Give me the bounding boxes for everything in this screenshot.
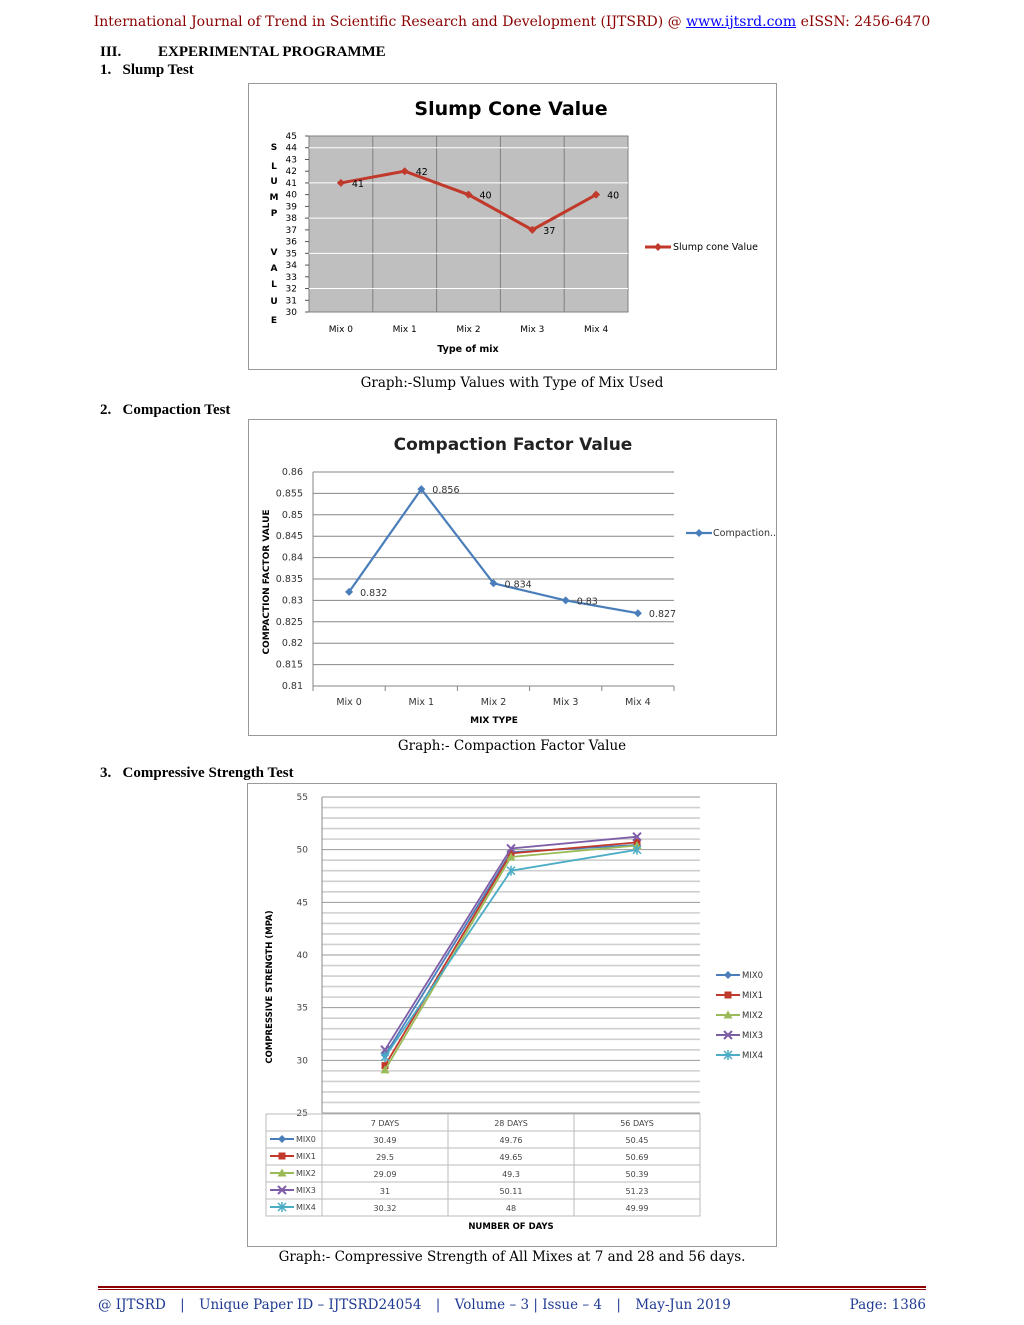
table-cell: 29.5 — [376, 1153, 394, 1162]
table-row-label: MIX4 — [296, 1203, 316, 1212]
series-line-mix1 — [385, 842, 637, 1065]
legend-label: MIX3 — [742, 1031, 764, 1041]
y-tick-label: 44 — [285, 143, 297, 154]
subsection-slump — [100, 62, 194, 79]
y-axis-label: COMPRESSIVE STRENGTH (MPA) — [265, 910, 275, 1064]
x-tick-label: Mix 4 — [625, 697, 651, 708]
header-text: International Journal of Trend in Scientific Research and Development (IJTSRD) @ — [93, 14, 687, 30]
y-tick-label: 0.855 — [275, 488, 303, 500]
data-label: 40 — [607, 190, 620, 202]
data-label: 40 — [479, 190, 492, 202]
page-footer — [98, 1297, 926, 1313]
table-legend-marker — [278, 1135, 286, 1143]
x-axis-label: MIX TYPE — [470, 716, 518, 726]
data-label: 0.834 — [504, 579, 532, 591]
subsection-number: 3. — [100, 765, 112, 781]
y-tick-label: 55 — [296, 793, 308, 803]
y-tick-label: 25 — [296, 1109, 308, 1119]
y-tick-label: 0.82 — [281, 638, 303, 650]
legend-label: MIX2 — [742, 1011, 764, 1021]
table-cell: 30.32 — [373, 1204, 397, 1213]
y-axis-label-letter: L — [271, 162, 277, 172]
journal-header — [0, 14, 1024, 30]
footer-separator: | — [180, 1297, 185, 1313]
y-tick-label: 42 — [285, 167, 297, 178]
y-axis-label-letter: A — [270, 264, 278, 274]
series-line-mix2 — [385, 846, 637, 1070]
table-row-label: MIX0 — [296, 1135, 316, 1144]
footer-journal: @ IJTSRD — [98, 1297, 166, 1313]
y-axis-label-letter: U — [270, 297, 278, 307]
y-tick-label: 50 — [296, 845, 308, 856]
y-tick-label: 37 — [285, 225, 297, 236]
table-cell: 48 — [505, 1204, 517, 1213]
subsection-compressive — [100, 765, 294, 782]
x-tick-label: Mix 4 — [584, 325, 609, 335]
y-tick-label: 0.86 — [281, 467, 303, 478]
table-legend-marker — [279, 1153, 286, 1160]
y-tick-label: 0.815 — [275, 659, 303, 671]
section-title: EXPERIMENTAL PROGRAMME — [158, 44, 386, 60]
journal-link[interactable]: www.ijtsrd.com — [686, 14, 797, 30]
data-label: 0.832 — [360, 587, 388, 599]
section-number: III. — [100, 44, 122, 60]
compaction-chart-box — [248, 419, 777, 736]
series-line-mix0 — [385, 845, 637, 1055]
subsection-title: Slump Test — [122, 62, 194, 78]
y-axis-label: COMPACTION FACTOR VALUE — [262, 509, 272, 655]
table-header: 7 DAYS — [370, 1119, 400, 1128]
y-tick-label: 35 — [296, 1003, 308, 1014]
legend-label: MIX1 — [742, 991, 764, 1001]
y-axis-label-letter: P — [270, 209, 278, 219]
y-tick-label: 33 — [285, 272, 297, 283]
x-tick-label: Mix 1 — [392, 325, 417, 335]
footer-separator: | — [435, 1297, 441, 1313]
y-tick-label: 36 — [285, 237, 297, 248]
legend-label: Slump cone Value — [673, 242, 759, 253]
x-axis-label: NUMBER OF DAYS — [468, 1222, 554, 1232]
table-cell: 50.11 — [499, 1187, 523, 1196]
y-axis-label-letter: E — [270, 316, 278, 326]
footer-divider — [98, 1286, 926, 1290]
table-row-label: MIX2 — [296, 1169, 316, 1178]
chart-title: Compaction Factor Value — [393, 435, 633, 455]
header-issn: eISSN: 2456-6470 — [796, 14, 931, 30]
y-tick-label: 40 — [296, 951, 308, 961]
legend-marker — [724, 971, 732, 979]
legend-marker — [695, 529, 703, 537]
y-axis-label-letter: L — [271, 280, 277, 290]
footer-volume: Volume – 3 | Issue – 4 — [454, 1297, 603, 1313]
series-line — [349, 489, 638, 613]
table-cell: 51.23 — [625, 1187, 649, 1196]
data-point — [562, 596, 570, 604]
x-axis-label: Type of mix — [437, 344, 499, 355]
table-cell: 49.76 — [499, 1136, 523, 1145]
table-cell: 50.39 — [625, 1170, 649, 1179]
table-cell: 30.49 — [373, 1136, 397, 1145]
y-tick-label: 0.825 — [275, 616, 303, 628]
table-cell: 49.99 — [625, 1204, 649, 1213]
slump-chart-box — [248, 83, 777, 370]
footer-date: May-Jun 2019 — [635, 1297, 731, 1313]
compressive-chart-box — [247, 783, 777, 1247]
compaction-chart — [249, 420, 778, 737]
y-tick-label: 40 — [285, 190, 297, 201]
slump-chart — [249, 84, 778, 371]
y-tick-label: 39 — [285, 202, 297, 213]
table-header: 28 DAYS — [494, 1119, 528, 1128]
x-tick-label: Mix 2 — [480, 697, 507, 708]
data-label: 41 — [351, 178, 364, 190]
data-point — [381, 1052, 389, 1062]
x-tick-label: Mix 2 — [456, 325, 481, 335]
x-tick-label: Mix 3 — [520, 325, 545, 335]
table-cell: 49.65 — [499, 1153, 523, 1162]
y-tick-label: 41 — [285, 178, 297, 189]
y-tick-label: 0.845 — [275, 531, 303, 543]
y-tick-label: 45 — [296, 898, 308, 909]
y-tick-label: 0.84 — [281, 552, 303, 564]
y-tick-label: 45 — [285, 132, 297, 142]
y-tick-label: 30 — [285, 308, 297, 318]
subsection-compaction — [100, 402, 230, 419]
legend-label: MIX0 — [742, 971, 764, 981]
y-tick-label: 35 — [285, 249, 297, 260]
table-header: 56 DAYS — [620, 1119, 654, 1128]
data-label: 0.827 — [648, 609, 677, 621]
legend-label: Compaction.. — [713, 528, 777, 539]
data-label: 0.856 — [432, 485, 460, 497]
slump-caption: Graph:-Slump Values with Type of Mix Used — [360, 375, 664, 391]
x-tick-label: Mix 0 — [328, 325, 353, 335]
y-tick-label: 32 — [285, 284, 297, 295]
section-heading — [100, 44, 386, 61]
x-tick-label: Mix 1 — [408, 697, 435, 708]
y-tick-label: 0.83 — [281, 595, 303, 607]
y-axis-label-letter: M — [269, 193, 279, 203]
table-cell: 31 — [379, 1187, 391, 1196]
y-axis-label-letter: S — [270, 143, 278, 153]
data-label: 0.83 — [576, 596, 598, 608]
table-row-label: MIX3 — [296, 1186, 316, 1195]
y-tick-label: 43 — [285, 155, 297, 166]
y-axis-label-letter: V — [270, 248, 278, 258]
footer-page: Page: 1386 — [849, 1297, 926, 1313]
data-point — [634, 609, 642, 617]
y-tick-label: 31 — [285, 296, 297, 307]
table-cell: 50.69 — [625, 1153, 649, 1162]
y-tick-label: 0.85 — [281, 509, 303, 521]
table-cell: 50.45 — [625, 1136, 649, 1145]
legend-label: MIX4 — [742, 1051, 764, 1061]
legend-marker — [725, 992, 732, 999]
data-label: 37 — [543, 225, 556, 237]
footer-paper-id: Unique Paper ID – IJTSRD24054 — [199, 1297, 422, 1313]
compressive-caption: Graph:- Compressive Strength of All Mixes at 7 and 28 and 56 days. — [278, 1249, 746, 1265]
compressive-chart — [248, 784, 778, 1248]
data-label: 42 — [415, 167, 428, 179]
x-tick-label: Mix 3 — [552, 697, 579, 708]
y-tick-label: 0.835 — [275, 574, 303, 585]
y-tick-label: 30 — [296, 1056, 308, 1067]
y-tick-label: 0.81 — [281, 681, 303, 692]
y-tick-label: 38 — [285, 214, 297, 225]
table-row-label: MIX1 — [296, 1152, 316, 1161]
y-axis-label-letter: U — [270, 177, 278, 187]
subsection-title: Compaction Test — [122, 402, 231, 418]
table-cell: 29.09 — [373, 1170, 397, 1179]
legend-marker — [654, 243, 662, 251]
subsection-title: Compressive Strength Test — [122, 765, 294, 781]
compaction-caption: Graph:- Compaction Factor Value — [397, 738, 627, 754]
x-tick-label: Mix 0 — [336, 697, 362, 708]
chart-title: Slump Cone Value — [414, 98, 608, 120]
subsection-number: 1. — [100, 62, 112, 78]
plot-area — [309, 136, 628, 312]
subsection-number: 2. — [100, 402, 112, 418]
table-cell: 49.3 — [502, 1170, 520, 1179]
footer-separator: | — [616, 1297, 621, 1313]
y-tick-label: 34 — [285, 261, 297, 272]
